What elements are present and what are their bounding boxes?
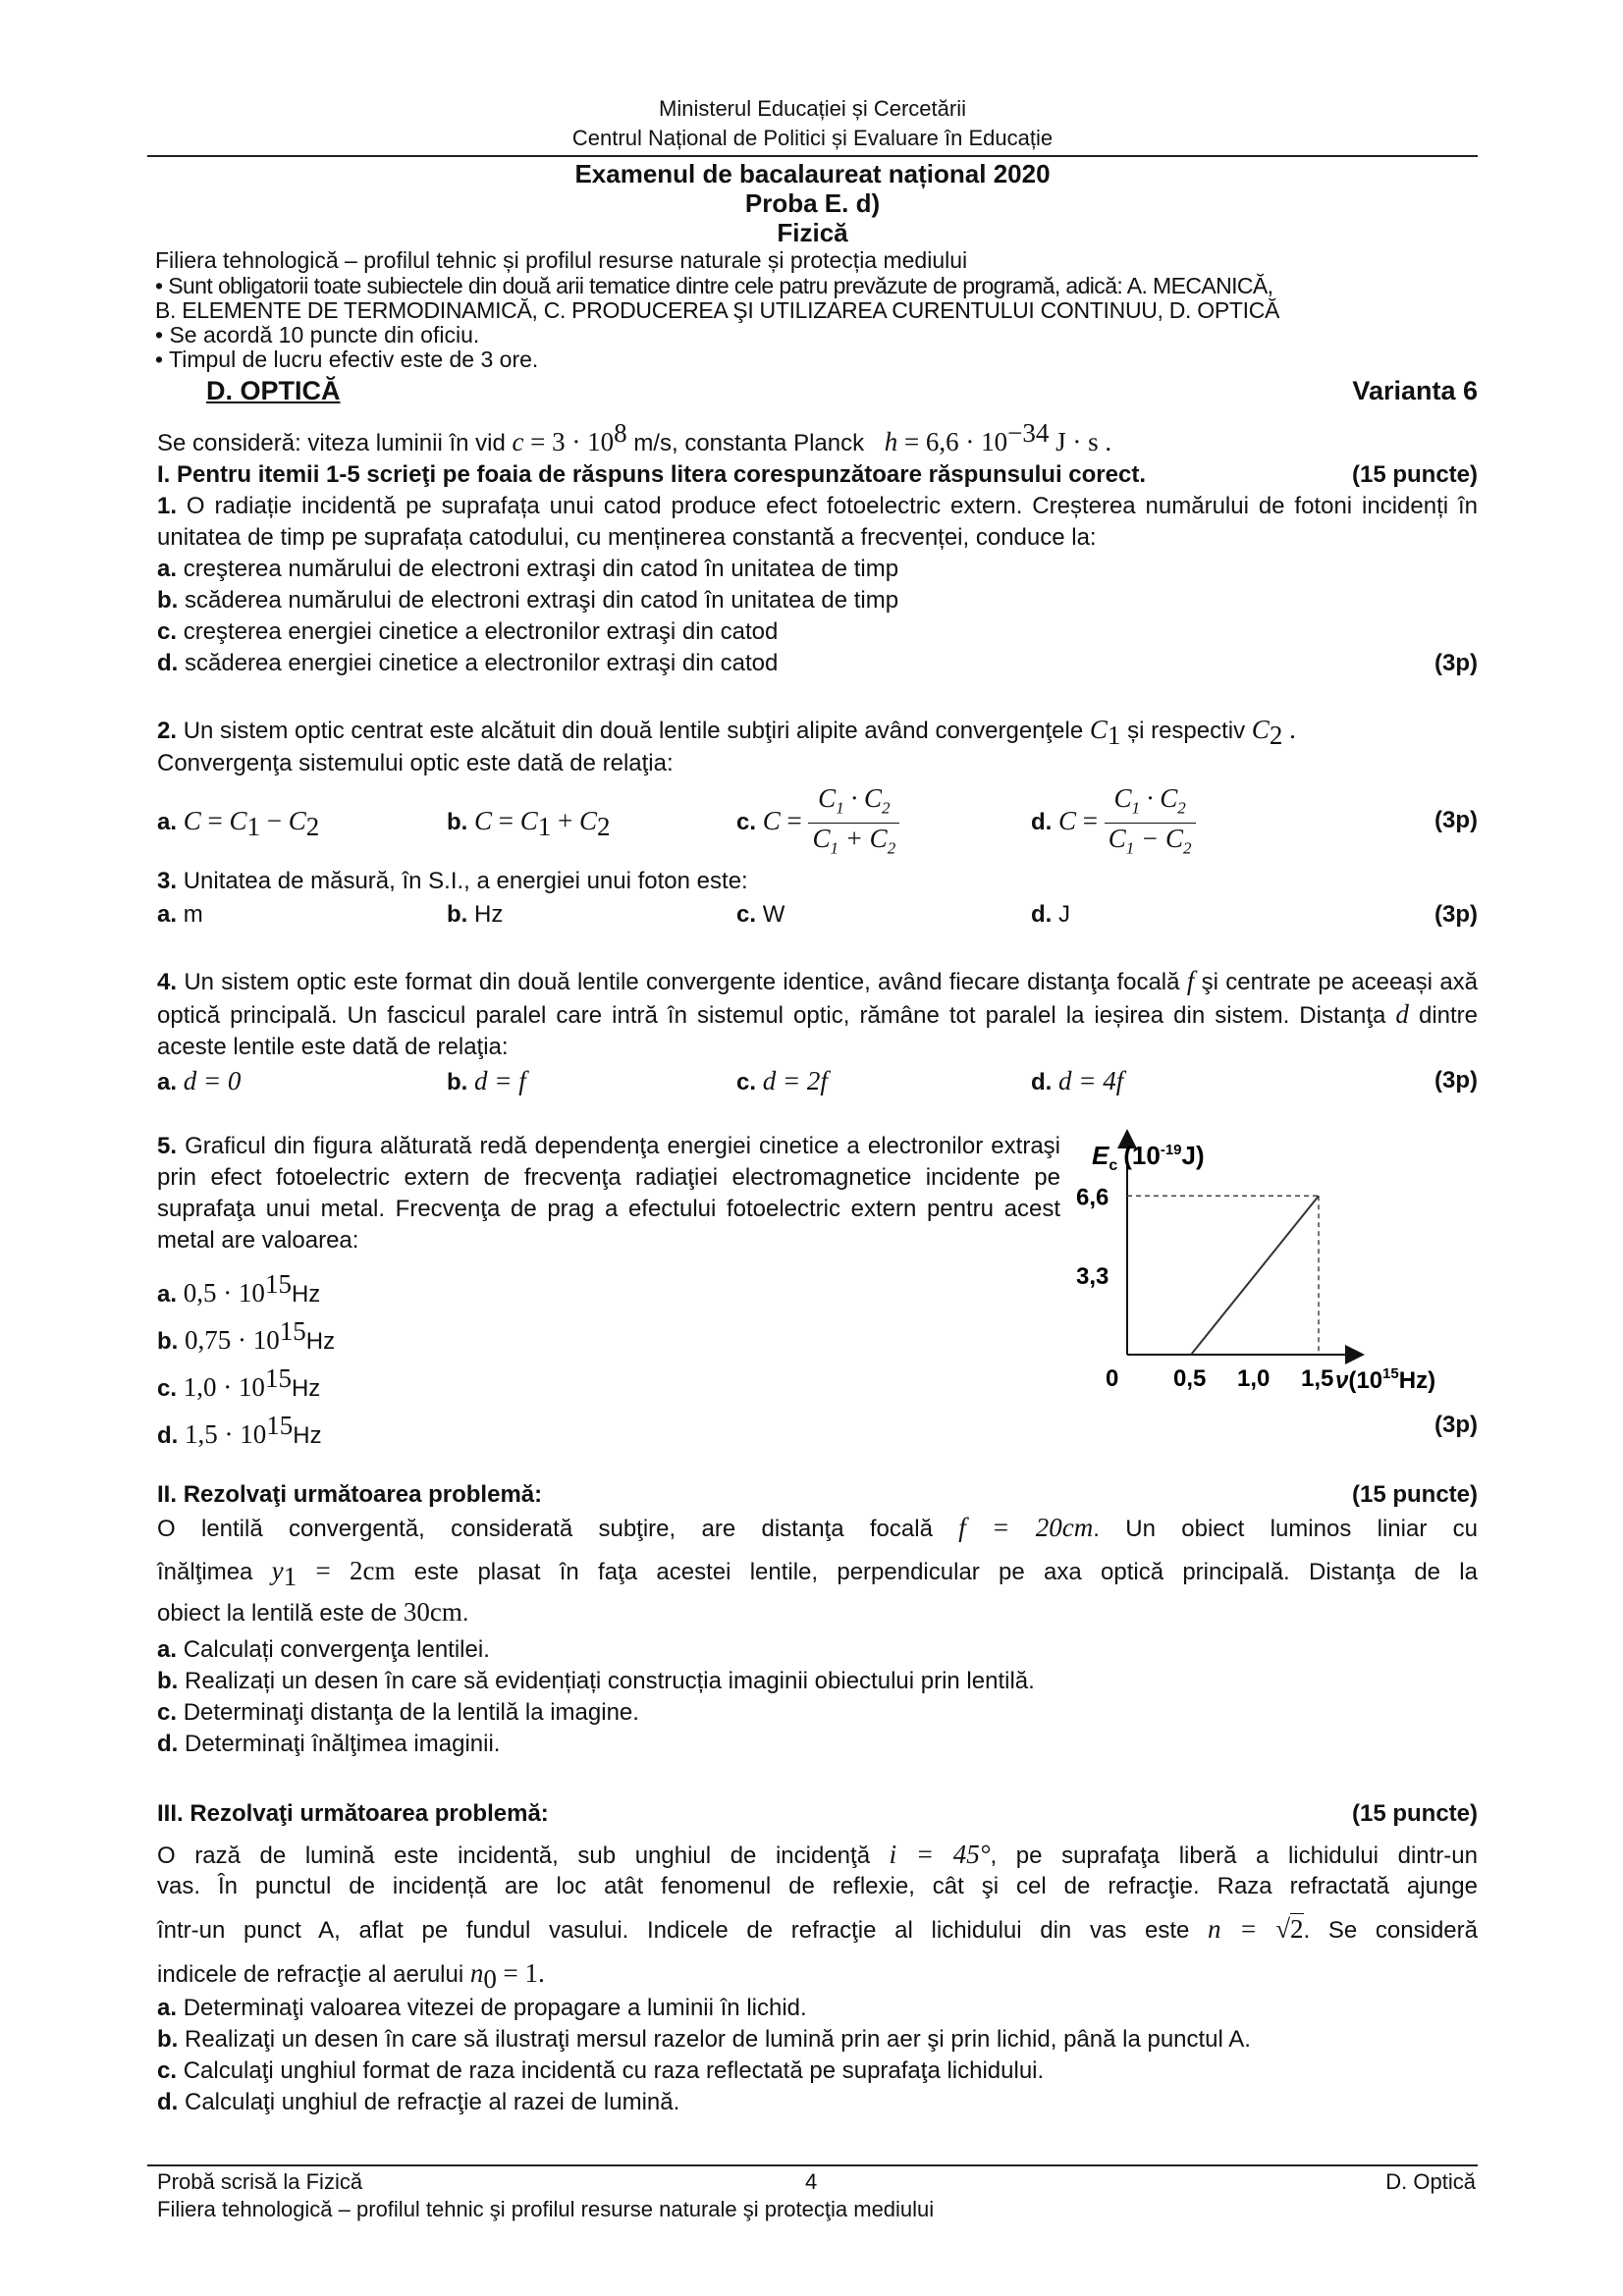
exam-filiera: Filiera tehnologică – profilul tehnic și profilul resurse naturale și protecția mediului — [155, 247, 968, 273]
c-unit: m/s — [633, 430, 672, 456]
q2-option-a: a. $C = C_1 - C_2$ — [157, 806, 320, 841]
q5-option-d: d. $1,5 \cdot 10^{15}Hz$ (3p) — [157, 1411, 1478, 1449]
header-rule — [147, 155, 1478, 157]
part2-points: (15 puncte) — [1351, 1481, 1478, 1508]
q3-text: 3. Unitatea de măsură, în S.I., a energiei unui foton este: — [157, 868, 748, 894]
q3-option-d: d. J — [1031, 901, 1070, 928]
part3-text-4: indicele de refracţie al aerului $n_0 = 1$. — [157, 1958, 545, 1994]
y-tick-label: 3,3 — [1076, 1263, 1109, 1291]
part2-header: II. Rezolvaţi următoarea problemă: (15 puncte) — [157, 1479, 1478, 1511]
q4-option-c: c. d = 2f — [736, 1066, 828, 1095]
q1-option-a: a. creşterea numărului de electroni extraşi din catod în unitatea de timp — [157, 556, 899, 582]
q2-option-c: c. C = $\frac{C_1 \cdot C_2}{C_1 + C_2}$ — [736, 783, 899, 864]
q2-text-2: Convergenţa sistemului optic este dată de relaţia: — [157, 750, 674, 776]
q2-options — [157, 785, 1478, 864]
q4-option-d: d. d = 4f — [1031, 1066, 1124, 1095]
part2-text-3: obiect la lentilă este de 30cm. — [157, 1597, 469, 1627]
part1-text: Pentru itemii 1-5 scrieţi pe foaia de răspuns litera corespunzătoare răspunsului corect. — [177, 461, 1146, 488]
q5-option-c: c. $1,0 \cdot 10^{15}Hz$ — [157, 1363, 321, 1402]
x-tick-label: 0 — [1106, 1365, 1119, 1392]
part2-text-2: înălţimea $y_1 = 2cm$ este plasat în faţa acestei lentile, perpendicular pe axa optică principală. Distanţa de la — [157, 1556, 1478, 1591]
y-tick-label: 6,6 — [1076, 1184, 1109, 1211]
part3-points: (15 puncte) — [1351, 1800, 1478, 1827]
variant: Varianta 6 — [1352, 376, 1478, 405]
part1-num: I. — [157, 461, 171, 488]
q5-text: 5. Graficul din figura alăturată redă dependenţa energiei cinetice a electronilor extraşi prin efect fotoelectric extern de frecvenţa radiaţiei electromagnetice incidente pe suprafaţa unui metal. Frecvenţa de prag a efectului fotoelectric extern pentru acest metal are valoarea: — [157, 1133, 1060, 1254]
q5-option-a: a. $0,5 \cdot 10^{15}Hz$ — [157, 1269, 321, 1308]
part2-text-1: O lentilă convergentă, considerată subţire, are distanţa focală f = 20cm. Un obiect luminos liniar cu — [157, 1513, 1478, 1542]
h-exponent: −34 — [1007, 418, 1050, 448]
footer-page: 4 — [805, 2169, 818, 2194]
q2-text: 2. Un sistem optic centrat este alcătuit din două lentile subţiri alipite având convergenţele $C_1$ și respectiv $C_2$ . — [157, 715, 1296, 750]
part3-item-b: b. Realizaţi un desen în care să ilustraţi mersul razelor de lumină prin aer şi prin lichid, până la punctul A. — [157, 2026, 1251, 2053]
constants-line — [157, 417, 1478, 459]
h-unit: J · s . — [1055, 427, 1112, 456]
exam-proba: Proba E. d) — [744, 188, 881, 218]
footer-bottom: Filiera tehnologică – profilul tehnic şi profilul resurse naturale şi protecţia mediului — [157, 2197, 935, 2221]
exam-bullet-2: • Se acordă 10 puncte din oficiu. — [155, 322, 480, 347]
q2-option-d: d. C = $\frac{C_1 \cdot C_2}{C_1 - C_2}$ — [1031, 783, 1196, 864]
q5-chart — [1070, 1129, 1483, 1404]
q1-option-d: d. scăderea energiei cinetice a electronilor extraşi din catod (3p) — [157, 648, 1478, 679]
c-value: = 3 · 10 — [530, 427, 615, 456]
part3-text-1: O rază de lumină este incidentă, sub unghiul de incidenţă i = 45°, pe suprafaţa liberă a lichidului dintr-un — [157, 1840, 1478, 1869]
exam-title: Examenul de bacalaureat național 2020 — [574, 159, 1051, 188]
part1-points: (15 puncte) — [1351, 461, 1478, 488]
constants-mid: , constanta Planck — [671, 430, 865, 456]
part3-text-3: într-un punct A, aflat pe fundul vasului. Indicele de refracţie al lichidului din vas este n = √2. Se consideră — [157, 1914, 1478, 1944]
q4-option-b: b. d = f — [447, 1066, 526, 1095]
q2-points: (3p) — [1434, 807, 1478, 833]
q4-points: (3p) — [1434, 1067, 1478, 1094]
footer-rule — [147, 2164, 1478, 2166]
c-exponent: 8 — [614, 418, 627, 448]
section-name: D. OPTICĂ — [206, 376, 341, 405]
h-value: = 6,6 · 10 — [903, 427, 1008, 456]
q5-option-b: b. $0,75 \cdot 10^{15}Hz$ — [157, 1316, 336, 1355]
c-symbol: c — [512, 427, 524, 456]
q3-points: (3p) — [1434, 901, 1478, 928]
q4-option-a: a. d = 0 — [157, 1066, 242, 1095]
q1-text: 1. O radiație incidentă pe suprafața unui catod produce efect fotoelectric extern. Creșterea numărului de fotoni incidenți în unitatea de timp pe suprafața catodului, cu menținerea constantă a frecvenței, conduce la: — [157, 493, 1478, 551]
exam-bullet-1a: • Sunt obligatorii toate subiectele din două arii tematice dintre cele patru prevăzute de programă, adică: A. MECANICĂ, — [155, 273, 1273, 298]
part2-item-c: c. Determinaţi distanţa de la lentilă la imagine. — [157, 1699, 639, 1726]
part3-text-2: vas. În punctul de incidență are loc atât fenomenul de reflexie, cât şi cel de refracţie. Raza refractată ajunge — [157, 1873, 1478, 1899]
footer-right: D. Optică — [1385, 2169, 1476, 2194]
x-tick-label: 1,0 — [1237, 1365, 1271, 1392]
constants-lead: Se consideră: viteza luminii în vid — [157, 430, 506, 456]
ministry: Ministerul Educației și Cercetării — [659, 96, 966, 121]
part3-item-d: d. Calculaţi unghiul de refracţie al razei de lumină. — [157, 2089, 680, 2115]
q1-points: (3p) — [1434, 650, 1478, 676]
chart-series-line — [1191, 1196, 1319, 1355]
part2-item-d: d. Determinaţi înălţimea imaginii. — [157, 1731, 501, 1757]
part1-header — [157, 459, 1478, 491]
q5-points: (3p) — [1434, 1412, 1478, 1438]
footer-left: Probă scrisă la Fizică — [157, 2169, 363, 2194]
part3-item-a: a. Determinaţi valoarea vitezei de propagare a luminii în lichid. — [157, 1995, 807, 2021]
part3-header: III. Rezolvaţi următoarea problemă: (15 puncte) — [157, 1798, 1478, 1830]
q3-option-b: b. Hz — [447, 901, 504, 928]
h-symbol: h — [884, 427, 898, 456]
part2-item-b: b. Realizați un desen în care să evidențiați construcția imaginii obiectului prin lentilă. — [157, 1668, 1035, 1694]
exam-subject: Fizică — [777, 218, 848, 247]
q3-option-a: a. m — [157, 901, 203, 928]
q3-option-c: c. W — [736, 901, 785, 928]
part3-item-c: c. Calculaţi unghiul format de raza incidentă cu raza reflectată pe suprafaţa lichidului. — [157, 2057, 1045, 2084]
q1-option-c: c. creşterea energiei cinetice a electronilor extraşi din catod — [157, 618, 779, 645]
x-axis-label: $\nu(10^{15}Hz)$ — [1335, 1365, 1436, 1394]
exam-bullet-3: • Timpul de lucru efectiv este de 3 ore. — [155, 347, 539, 372]
center: Centrul Național de Politici și Evaluare în Educație — [571, 126, 1054, 150]
exam-bullet-1b: B. ELEMENTE DE TERMODINAMICĂ, C. PRODUCEREA ŞI UTILIZAREA CURENTULUI CONTINUU, D. OPTICĂ — [155, 297, 1280, 323]
x-tick-label: 1,5 — [1301, 1365, 1334, 1392]
y-axis-label: $E_c$ $(10^{-19}J)$ — [1092, 1141, 1205, 1174]
q2-option-b: b. $C = C_1 + C_2$ — [447, 806, 611, 841]
part2-item-a: a. Calculați convergenţa lentilei. — [157, 1636, 490, 1663]
q4-text: 4. Un sistem optic este format din două lentile convergente identice, având fiecare distanţa focală f şi centrate pe aceeași axă optică principală. Un fascicul paralel care intră în sistemul optic, rămâne tot paralel la ieșirea din sistem. Distanţa d dintre aceste lentile este dată de relaţia: — [157, 966, 1479, 1060]
q1-option-b: b. scăderea numărului de electroni extraşi din catod în unitatea de timp — [157, 587, 899, 614]
x-tick-label: 0,5 — [1173, 1365, 1207, 1392]
